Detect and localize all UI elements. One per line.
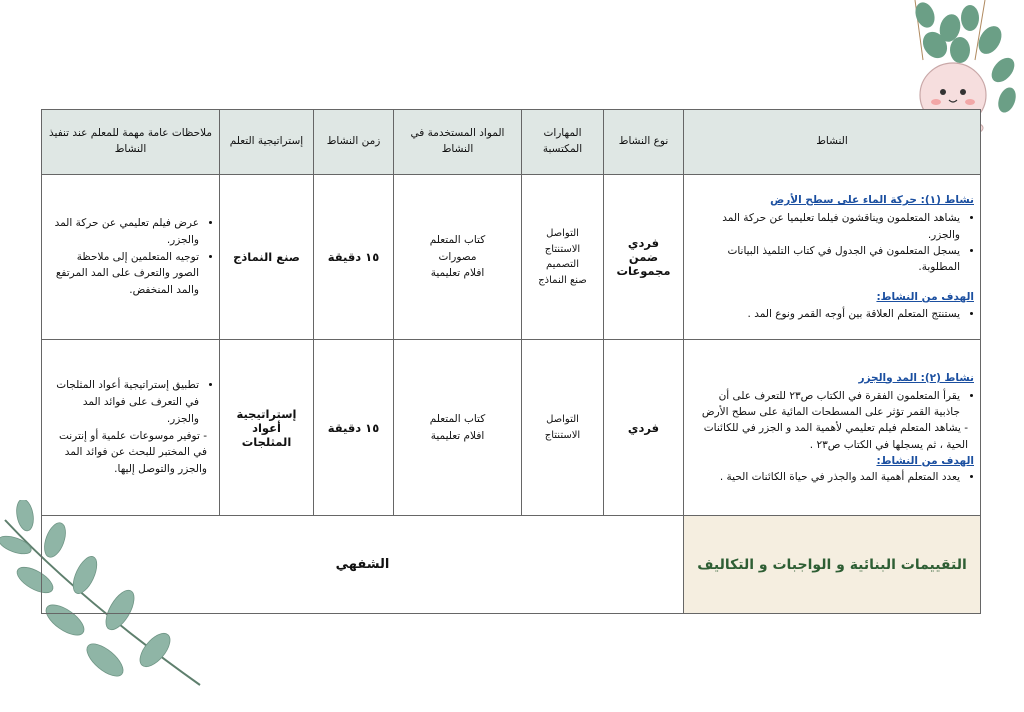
strategy-cell: إستراتيجية أعواد المثلجات [220, 340, 314, 516]
goal-title: الهدف من النشاط: [876, 291, 974, 304]
list-item: • تطبيق إستراتيجية أعواد المثلجات في التعرف على فوائد المد والجزر. [48, 377, 199, 427]
materials-cell [394, 175, 522, 340]
material-line: كتاب المتعلم [429, 412, 486, 425]
list-item: • توجيه المتعلمين إلى ملاحظة الصور والتعرف على المد المرتفع والمد المنخفض. [48, 249, 199, 299]
time-cell: ١٥ دقيقة [314, 175, 394, 340]
header-materials: المواد المستخدمة في النشاط [394, 110, 522, 175]
list-item: • يشاهد المتعلمون ويناقشون فيلما تعليميا عن حركة المد والجزر. [690, 210, 960, 243]
skill-line: التواصل [546, 228, 579, 239]
list-item: • عرض فيلم تعليمي عن حركة المد والجزر. [48, 215, 199, 249]
header-activity: النشاط [684, 110, 981, 175]
activity-type-cell [604, 175, 684, 340]
activity-type-cell [604, 340, 684, 516]
type-line: مجموعات [616, 264, 671, 278]
notes-cell [42, 340, 220, 516]
evaluation-label: التقييمات البنائية و الواجبات و التكاليف [684, 516, 981, 614]
materials-cell [394, 340, 522, 516]
list-item: • يعدد المتعلم أهمية المد والجذر في حياة الكائنات الحية . [690, 469, 960, 485]
header-skills: المهارات المكتسبة [522, 110, 604, 175]
material-line: افلام تعليمية [430, 267, 485, 280]
material-line: مصورات [438, 250, 477, 263]
skill-line: الاستنتاج [544, 429, 581, 441]
notes-list [48, 377, 213, 427]
table-row [42, 340, 981, 516]
type-line: فردي [627, 420, 660, 435]
skill-line: صنع النماذج [538, 274, 587, 286]
header-notes: ملاحظات عامة مهمة للمعلم عند تنفيذ النشاط [42, 110, 220, 175]
header-time: زمن النشاط [314, 110, 394, 175]
activity-line: - يشاهد المتعلم فيلم تعليمي لأهمية المد و الجزر في للكائنات الحية ، ثم يسجلها في الكتاب ص٢٣ . [703, 422, 968, 451]
notes-cell [42, 175, 220, 340]
activity-cell [684, 340, 981, 516]
activity-title: نشاط (٢): المد والجزر [858, 371, 974, 384]
goal-list [690, 306, 974, 322]
activity-list [690, 210, 974, 275]
table-row [42, 175, 981, 340]
evaluation-row [42, 516, 981, 614]
header-row [42, 110, 981, 175]
header-strategy: إستراتيجية التعلم [220, 110, 314, 175]
activity-list [690, 388, 974, 421]
activity-cell [684, 175, 981, 340]
evaluation-value: الشفهي [42, 516, 684, 614]
skill-line: الاستنتاج [544, 243, 581, 255]
goal-list [690, 469, 974, 485]
activity-title: نشاط (١): حركة الماء على سطح الأرض [770, 194, 974, 207]
goal-title: الهدف من النشاط: [876, 454, 974, 467]
type-line: ضمن [628, 250, 659, 264]
time-cell: ١٥ دقيقة [314, 340, 394, 516]
header-activity-type: نوع النشاط [604, 110, 684, 175]
skill-line: التواصل [546, 414, 579, 425]
strategy-cell: صنع النماذج [220, 175, 314, 340]
lesson-plan-table [41, 109, 981, 614]
skill-line: التصميم [546, 259, 579, 270]
notes-line: - توفير موسوعات علمية أو إنترنت في المختبر للبحث عن فوائد المد والجزر والتوصل إليها. [58, 429, 207, 476]
skills-cell [522, 175, 604, 340]
type-line: فردي [627, 236, 660, 250]
list-item: • يسجل المتعلمون في الجدول في كتاب التلميذ البيانات المطلوبة. [690, 243, 960, 276]
skills-cell [522, 340, 604, 516]
notes-list [48, 215, 213, 299]
material-line: افلام تعليمية [430, 429, 485, 442]
list-item: • يستنتج المتعلم العلاقة بين أوجه القمر ونوع المد . [690, 306, 960, 322]
material-line: كتاب المتعلم [429, 233, 486, 246]
list-item: • يقرأ المتعلمون الفقرة في الكتاب ص٢٣ للتعرف على أن جاذبية القمر تؤثر على المسطحات المائية على سطح الأرض [690, 388, 960, 421]
